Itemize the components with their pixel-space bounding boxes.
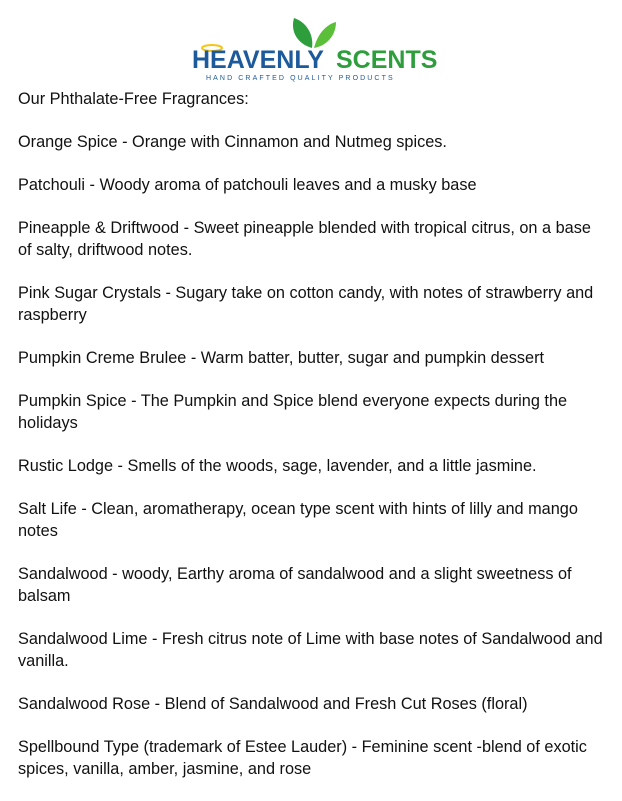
list-item: Pumpkin Spice - The Pumpkin and Spice blend everyone expects during the holidays bbox=[18, 392, 568, 432]
list-item: Sandalwood - woody, Earthy aroma of sandalwood and a slight sweetness of balsam bbox=[18, 565, 572, 605]
brand-tagline: HAND CRAFTED QUALITY PRODUCTS bbox=[206, 75, 395, 82]
list-item: Pink Sugar Crystals - Sugary take on cotton candy, with notes of strawberry and raspberry bbox=[18, 284, 594, 324]
list-item: Rustic Lodge - Smells of the woods, sage, lavender, and a little jasmine. bbox=[18, 457, 537, 475]
fragrance-list bbox=[18, 88, 608, 801]
page-heading: Our Phthalate-Free Fragrances: bbox=[18, 90, 249, 108]
list-item: Sandalwood Lime - Fresh citrus note of Lime with base notes of Sandalwood and vanilla. bbox=[18, 630, 603, 670]
list-item: Sandalwood Rose - Blend of Sandalwood and Fresh Cut Roses (floral) bbox=[18, 695, 528, 713]
list-item: Pumpkin Creme Brulee - Warm batter, butter, sugar and pumpkin dessert bbox=[18, 349, 545, 367]
list-item: Pineapple & Driftwood - Sweet pineapple blended with tropical citrus, on a base of salty, driftwood notes. bbox=[18, 219, 591, 259]
list-item: Patchouli - Woody aroma of patchouli leaves and a musky base bbox=[18, 176, 477, 194]
brand-wordmark bbox=[190, 44, 440, 84]
brand-logo bbox=[190, 14, 440, 84]
list-item: Salt Life - Clean, aromatherapy, ocean type scent with hints of lilly and mango notes bbox=[18, 500, 578, 540]
list-item: Spellbound Type (trademark of Estee Lauder) - Feminine scent -blend of exotic spices, vanilla, amber, jasmine, and rose bbox=[18, 738, 587, 778]
brand-name-scents: SCENTS bbox=[336, 46, 438, 74]
list-item: Orange Spice - Orange with Cinnamon and Nutmeg spices. bbox=[18, 133, 447, 151]
brand-name-heavenly: HEAVENLY bbox=[192, 46, 324, 74]
